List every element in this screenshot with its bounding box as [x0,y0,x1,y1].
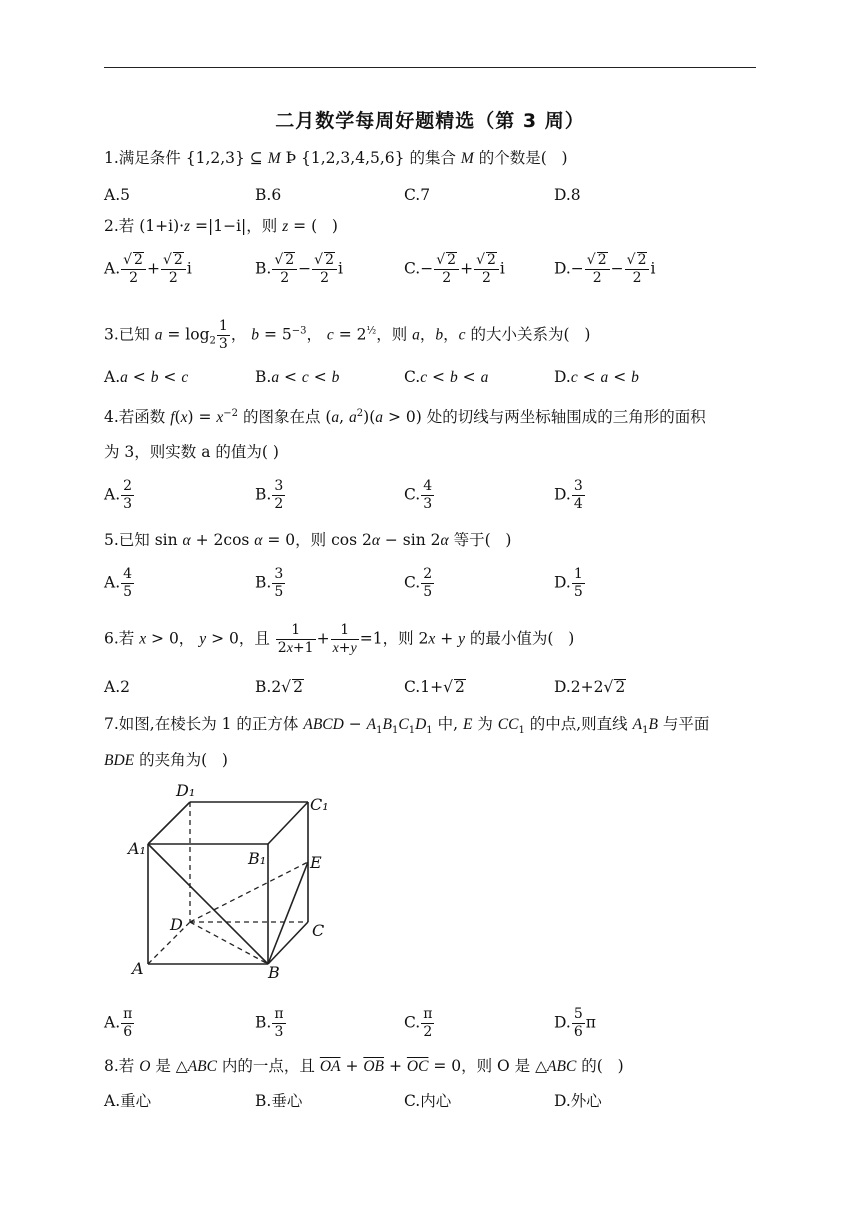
label-c: C [312,921,325,940]
label-b1: B₁ [248,849,267,868]
q7-option-a: A. $\frac{\pi}{6}$ [104,1006,133,1040]
q5-option-a: A. $\frac{4}{5}$ [104,566,133,600]
header-rule [104,67,756,68]
label-e: E [310,853,322,872]
q5-option-d: D. $\frac{1}{5}$ [554,566,583,600]
q7-option-b: B. $\frac{\pi}{3}$ [255,1006,284,1040]
question-6: 6.若 x > 0， y > 0，且 $\frac{1}{2x+1}$ + $\frac{1}{x+y}$ =1，则 2x + y 的最小值为( ) [104,622,575,656]
q8-option-c: C.内心 [404,1092,452,1110]
q4-option-c: C. $\frac{4}{3}$ [404,478,433,512]
q5-option-c: C. $\frac{2}{5}$ [404,566,433,600]
q2-option-b: B. $\frac{√ 2}{2}$ − $\frac{√ 2}{2}$ i [255,252,343,286]
label-a1: A₁ [128,839,146,858]
q6-option-c: C.1+√ 2 [404,678,465,696]
q1-option-d: D.8 [554,186,581,204]
q3-option-b: B.a < c < b [255,368,340,386]
question-7-line-2: BDE 的夹角为( ) [104,751,228,769]
cube-figure [112,780,342,980]
q1-option-b: B.6 [255,186,282,204]
question-8: 8.若 O 是 △ABC 内的一点，且 $\overline{OA} + \overline{OB} + \overline{OC} = 0$，则 O 是 △ABC 的( ) [104,1057,624,1075]
question-5: 5.已知 sin α + 2cos α = 0，则 cos 2α − sin 2α 等于( ) [104,531,512,549]
label-c1: C₁ [310,795,329,814]
q6-option-b: B.2√ 2 [255,678,303,696]
question-3: 3.已知 $a = \log_2$ $\frac{1}{3}$ ， $b = 5^{-3}$， $c = 2^{\frac{1}{2}}$，则 a，b，c 的大小关系为( ) [104,318,591,352]
q2-option-d: D.− $\frac{√ 2}{2}$ − $\frac{√ 2}{2}$ i [554,252,656,286]
q2-option-a: A. $\frac{√ 2}{2}$ + $\frac{√ 2}{2}$ i [104,252,192,286]
q7-option-c: C. $\frac{\pi}{2}$ [404,1006,433,1040]
question-7-line-1: 7.如图,在棱长为 1 的正方体 ABCD − $A_1B_1C_1D_1$ 中, E 为 $CC_1$ 的中点,则直线 $A_1B$ 与平面 [104,715,710,737]
q4-option-a: A. $\frac{2}{3}$ [104,478,133,512]
question-2: 2.若 (1+i)·z =|1−i|，则 z = ( ) [104,217,338,235]
q1-option-c: C.7 [404,186,431,204]
q5-option-b: B. $\frac{3}{5}$ [255,566,284,600]
q8-option-d: D.外心 [554,1092,602,1110]
question-4-line-2: 为 3，则实数 a 的值为( ) [104,443,279,461]
q3-option-a: A.a < b < c [104,368,189,386]
q3-option-d: D.c < a < b [554,368,639,386]
q8-option-b: B.垂心 [255,1092,303,1110]
label-a: A [132,959,144,978]
q7-option-d: D. $\frac{5}{6}$ π [554,1006,596,1040]
label-d: D [170,915,183,934]
q2-option-c: C.− $\frac{√ 2}{2}$ + $\frac{√ 2}{2}$ i [404,252,505,286]
q8-option-a: A.重心 [104,1092,152,1110]
q4-option-b: B. $\frac{3}{2}$ [255,478,284,512]
label-d1: D₁ [176,781,196,800]
q4-option-d: D. $\frac{3}{4}$ [554,478,583,512]
page-title: 二月数学每周好题精选（第 3 周） [275,110,585,132]
q6-option-d: D.2+2√ 2 [554,678,626,696]
q1-option-a: A.5 [104,186,130,204]
label-b: B [268,963,280,980]
question-1: 1.满足条件 {1,2,3} ⊆ M Þ {1,2,3,4,5,6} 的集合 M 的个数是( ) [104,149,568,167]
q6-option-a: A.2 [104,678,130,696]
q3-option-c: C.c < b < a [404,368,489,386]
question-4-line-1: 4.若函数 $f(x) = x^{-2}$ 的图象在点 (a, $a^2)(a > 0)$ 处的切线与两坐标轴围成的三角形的面积 [104,408,706,427]
